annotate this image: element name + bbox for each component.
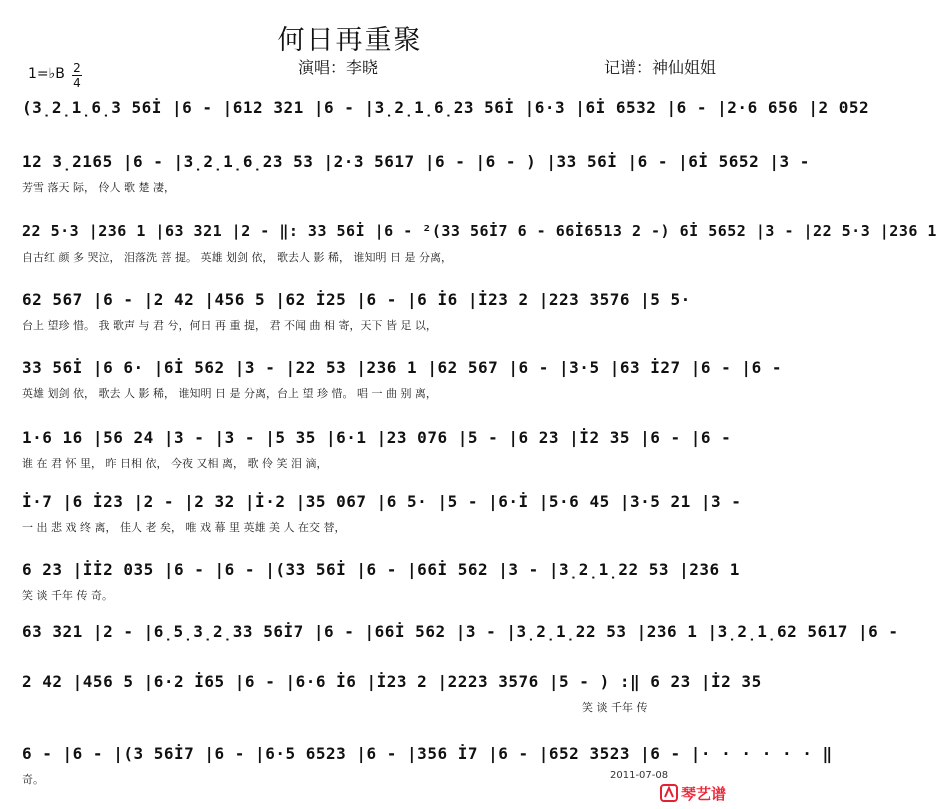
singer-credit: 演唱：李晓	[298, 58, 379, 77]
notation-line: 6 - |6 - |(3 56İ7 |6 - |6·5 6523 |6 - |356 İ7 |6 - |652 3523 |6 - |· · · · · · ‖	[22, 744, 833, 763]
notation-line: 6 23 |İİ2 035 |6 - |6 - |(33 56İ |6 - |66İ 562 |3 - |3̣2̣1̣22 53 |236 1	[22, 560, 740, 579]
lyric-line: 奇。	[22, 773, 44, 786]
lyric-line: 台上 望珍 惜。 我 歌声 与 君 兮，何日 再 重 提， 君 不闻 曲 相 寄，天下 皆 足 以，	[22, 319, 437, 332]
time-signature-top: 2	[73, 61, 81, 75]
lyric-line: 自古红 颜 多 哭泣， 泪落洗 菩 提。 英雄 划剑 依， 歌去人 影 稀， 谁知明 日 是 分离，	[22, 251, 452, 264]
key-signature: 1=♭B	[28, 66, 65, 82]
logo-text: 琴艺谱	[681, 785, 727, 803]
lyric-line: 英雄 划剑 依， 歌去 人 影 稀， 谁知明 日 是 分离，台上 望 珍 惜。 唱 一 曲 别 离，	[22, 387, 437, 400]
lyric-line: 笑 谈 千年 传 奇。	[22, 589, 113, 602]
notation-line: (3̣2̣1̣6̣3 56İ |6 - |612 321 |6 - |3̣2̣1̣6̣23 56İ |6·3 |6İ 6532 |6 - |2·6 656 |2 052	[22, 98, 870, 117]
notation-line: 22 5·3 |236 1 |63 321 |2 - ‖: 33 56İ |6 - ²(33 56İ7 6 - 66İ6513 2 -) 6İ 5652 |3 - |22 5·3 |236 1	[22, 222, 937, 240]
time-signature-bottom: 4	[73, 76, 81, 90]
lyric-line: 一 出 悲 戏 终 离， 佳人 老 矣， 唯 戏 幕 里 英雄 美 人 在交 替，	[22, 521, 346, 534]
notation-line: 1·6 16 |56 24 |3 - |3 - |5 35 |6·1 |23 076 |5 - |6 23 |İ2 35 |6 - |6 -	[22, 428, 732, 447]
logo-mark-icon	[661, 785, 677, 801]
song-title: 何日再重聚	[277, 25, 423, 56]
transcriber-credit: 记谱：神仙姐姐	[604, 58, 717, 77]
lyric-line: 芳雪 落天 际， 伶人 歌 楚 凄，	[22, 181, 175, 194]
notation-line: 63 321 |2 - |6̣5̣3̣2̣33 56İ7 |6 - |66İ 562 |3 - |3̣2̣1̣22 53 |236 1 |3̣2̣1̣62 5617 |6 -	[22, 622, 899, 641]
notation-line: 12 3̣2165 |6 - |3̣2̣1̣6̣23 53 |2·3 5617 |6 - |6 - ) |33 56İ |6 - |6İ 5652 |3 -	[22, 152, 810, 171]
time-signature	[72, 62, 82, 89]
site-logo	[660, 782, 742, 804]
lyric-line: 笑 谈 千年 传	[582, 701, 648, 714]
notation-line: İ·7 |6 İ23 |2 - |2 32 |İ·2 |35 067 |6 5· |5 - |6·İ |5·6 45 |3·5 21 |3 -	[22, 492, 742, 511]
notation-line: 2 42 |456 5 |6·2 İ65 |6 - |6·6 İ6 |İ23 2 |2223 3576 |5 - ) :‖ 6 23 |İ2 35	[22, 672, 762, 691]
transcription-date: 2011-07-08	[610, 770, 669, 781]
lyric-line: 谁 在 君 怀 里， 昨 日相 依， 今夜 又相 离， 歌 伶 笑 泪 滴，	[22, 457, 328, 470]
notation-line: 33 56İ |6 6· |6İ 562 |3 - |22 53 |236 1 |62 567 |6 - |3·5 |63 İ27 |6 - |6 -	[22, 358, 782, 377]
notation-line: 62 567 |6 - |2 42 |456 5 |62 İ25 |6 - |6 İ6 |İ23 2 |223 3576 |5 5·	[22, 290, 691, 309]
